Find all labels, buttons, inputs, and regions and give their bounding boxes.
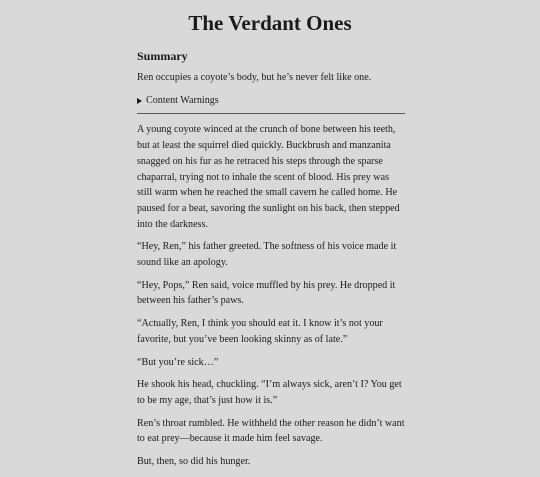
story-paragraph: He shook his head, chuckling. “I’m always sick, aren’t I? You get to be my age, that’s just how it is.” xyxy=(137,379,402,406)
story-paragraph: “Actually, Ren, I think you should eat it. I know it’s not your favorite, but you’ve been looking skinny as of late.” xyxy=(137,318,383,345)
story-paragraph: Ren’s throat rumbled. He withheld the other reason he didn’t want to eat prey—because it made him feel savage. xyxy=(137,417,405,445)
story-body xyxy=(137,122,405,469)
story-paragraph: “But you’re sick…” xyxy=(137,356,219,368)
story-paragraph: But, then, so did his hunger. xyxy=(137,456,251,468)
summary-text: Ren occupies a coyote’s body, but he’s never felt like one. xyxy=(137,72,372,83)
story-paragraph: “Hey, Ren,” his father greeted. The softness of his voice made it sound like an apology. xyxy=(137,241,397,269)
story-title: The Verdant Ones xyxy=(188,11,352,35)
story-paragraph: A young coyote winced at the crunch of bone between his teeth, but at least the squirrel died quickly. Buckbrush and manzanita snagged on his fur as he retraced his steps through the sparse chaparral, trying not to inhale the scent of blood. His prey was still warm when he reached the small cavern he called home. He paused for a beat, savoring the sunlight on his back, then stepped into the darkness. xyxy=(137,124,400,230)
story-content xyxy=(137,48,405,477)
content-warnings-label: Content Warnings xyxy=(146,94,219,106)
summary-heading: Summary xyxy=(137,49,188,63)
divider xyxy=(137,113,405,114)
disclosure-triangle-icon xyxy=(137,98,142,104)
content-warnings-toggle[interactable] xyxy=(137,93,405,109)
story-paragraph: “Hey, Pops,” Ren said, voice muffled by his prey. He dropped it between his father’s paws. xyxy=(137,279,396,307)
